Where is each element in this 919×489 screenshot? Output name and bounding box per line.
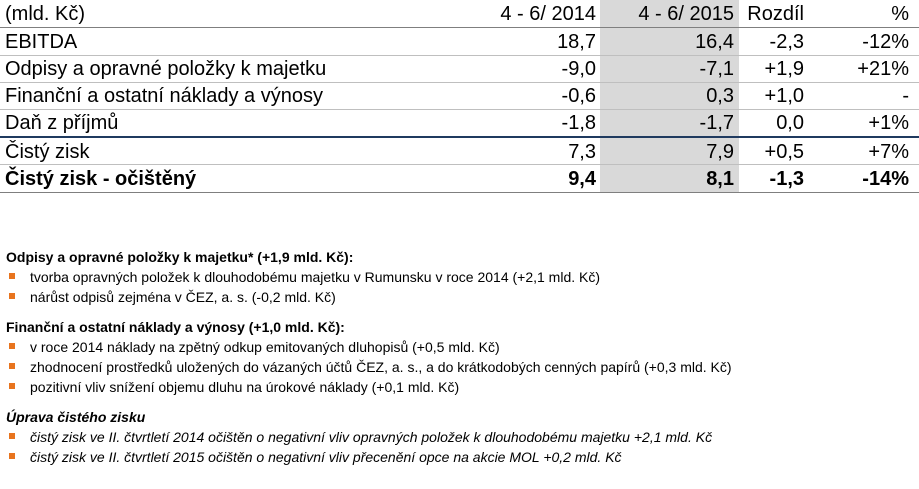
unit-label: (mld. Kč) <box>5 3 85 25</box>
bullet-square-icon <box>9 293 15 299</box>
value-difference: -1,3 <box>769 168 804 190</box>
value-percent: +1% <box>868 112 909 134</box>
value-percent: - <box>902 85 909 107</box>
col-header-difference: Rozdíl <box>747 3 804 25</box>
value-2015: 7,9 <box>706 141 734 163</box>
value-percent: +21% <box>857 58 909 80</box>
value-2015: 0,3 <box>706 85 734 107</box>
bullet-square-icon <box>9 343 15 349</box>
list-item <box>6 337 911 357</box>
row-label: Finanční a ostatní náklady a výnosy <box>5 85 323 107</box>
list-item-text: tvorba opravných položek k dlouhodobému majetku v Rumunsku v roce 2014 (+2,1 mld. Kč) <box>30 269 601 285</box>
table-row <box>0 55 919 82</box>
value-difference: +1,9 <box>764 58 804 80</box>
value-difference: +0,5 <box>764 141 804 163</box>
section-title-net-profit-adjustment: Úprava čistého zisku <box>6 409 146 425</box>
col-header-2014: 4 - 6/ 2014 <box>500 3 596 25</box>
col-header-percent: % <box>891 3 909 25</box>
bullet-square-icon <box>9 453 15 459</box>
value-percent: -12% <box>862 31 909 53</box>
value-2015: -1,7 <box>699 112 734 134</box>
table-header-row <box>0 0 919 27</box>
table-row <box>0 28 919 55</box>
list-item <box>6 427 911 447</box>
value-difference: +1,0 <box>764 85 804 107</box>
bullet-square-icon <box>9 363 15 369</box>
section-title-financial: Finanční a ostatní náklady a výnosy (+1,0 mld. Kč): <box>6 319 345 335</box>
row-label: Odpisy a opravné položky k majetku <box>5 58 327 80</box>
row-label: Čistý zisk - očištěný <box>5 168 197 190</box>
list-item <box>6 357 911 377</box>
table-row <box>0 109 919 136</box>
table-bottom-rule <box>0 192 919 193</box>
value-percent: +7% <box>868 141 909 163</box>
value-2015: 16,4 <box>695 31 734 53</box>
bullet-square-icon <box>9 433 15 439</box>
list-item-text: čistý zisk ve II. čtvrtletí 2014 očištěn o negativní vliv opravných položek k dlouhodobému majetku +2,1 mld. Kč <box>30 429 713 445</box>
list-item <box>6 287 911 307</box>
list-item <box>6 377 911 397</box>
list-item-text: v roce 2014 náklady na zpětný odkup emitovaných dluhopisů (+0,5 mld. Kč) <box>30 339 500 355</box>
commentary-notes <box>6 248 911 467</box>
value-difference: -2,3 <box>769 31 804 53</box>
table-row-total <box>0 165 919 192</box>
col-header-2015: 4 - 6/ 2015 <box>638 3 734 25</box>
section-title-depreciation: Odpisy a opravné položky k majetku* (+1,9 mld. Kč): <box>6 249 354 265</box>
list-item <box>6 447 911 467</box>
table-row <box>0 82 919 109</box>
list-item <box>6 267 911 287</box>
results-table <box>0 0 919 190</box>
value-2014: 7,3 <box>568 141 596 163</box>
row-label: EBITDA <box>5 31 78 53</box>
value-2015: -7,1 <box>699 58 734 80</box>
list-item-text: pozitivní vliv snížení objemu dluhu na úrokové náklady (+0,1 mld. Kč) <box>30 379 460 395</box>
value-2014: -0,6 <box>561 85 596 107</box>
value-2015: 8,1 <box>706 168 734 190</box>
value-difference: 0,0 <box>776 112 804 134</box>
list-item-text: čistý zisk ve II. čtvrtletí 2015 očištěn o negativní vliv přecenění opce na akcie MOL +0,2 mld. Kč <box>30 449 622 465</box>
list-item-text: nárůst odpisů zejména v ČEZ, a. s. (-0,2 mld. Kč) <box>30 289 336 305</box>
bullet-square-icon <box>9 383 15 389</box>
row-label: Daň z příjmů <box>5 112 119 134</box>
value-2014: 18,7 <box>557 31 596 53</box>
value-percent: -14% <box>862 168 909 190</box>
value-2014: 9,4 <box>568 168 596 190</box>
value-2014: -1,8 <box>561 112 596 134</box>
value-2014: -9,0 <box>561 58 596 80</box>
bullet-square-icon <box>9 273 15 279</box>
row-label: Čistý zisk <box>5 141 90 163</box>
list-item-text: zhodnocení prostředků uložených do vázaných účtů ČEZ, a. s., a do krátkodobých cenných papírů (+0,3 mld. Kč) <box>30 359 732 375</box>
table-row <box>0 138 919 165</box>
